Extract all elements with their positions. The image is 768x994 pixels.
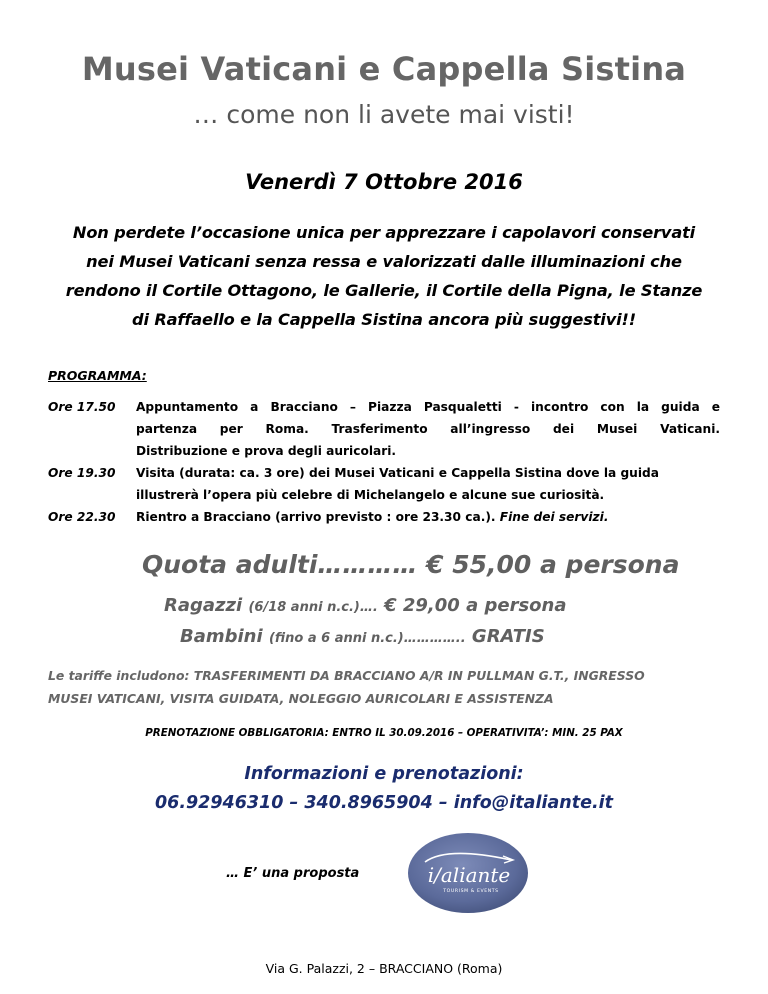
program-line: illustrerà l’opera più celebre di Michelangelo e alcune sue curiosità. <box>136 488 605 502</box>
program-line <box>136 506 720 528</box>
program-time: Ore 22.30 <box>48 510 116 524</box>
price-adults: Quota adulti………… € 55,00 a persona <box>142 550 680 579</box>
teens-price: € 29,00 a persona <box>384 595 567 616</box>
teens-label: Ragazzi <box>164 595 243 616</box>
info-heading: Informazioni e prenotazioni: <box>244 764 524 784</box>
kids-age: (fino a 6 anni n.c.)………….. <box>268 631 466 646</box>
kids-label: Bambini <box>180 626 263 647</box>
intro-line: Non perdete l’occasione unica per apprezzare i capolavori conservati <box>72 223 696 242</box>
tariff-line: MUSEI VATICANI, VISITA GUIDATA, NOLEGGIO AURICOLARI E ASSISTENZA <box>48 691 554 706</box>
program-line: Appuntamento a Bracciano – Piazza Pasqualetti - incontro con la guida e <box>136 400 720 414</box>
program-description <box>136 462 720 506</box>
program-description <box>136 396 720 462</box>
italiante-logo <box>407 832 529 914</box>
program-line: Visita (durata: ca. 3 ore) dei Musei Vaticani e Cappella Sistina dove la guida <box>136 466 659 480</box>
logo-tagline: TOURISM & EVENTS <box>443 889 499 894</box>
price-teens <box>164 595 567 616</box>
program-line-text: Rientro a Bracciano (arrivo previsto : ore 23.30 ca.). <box>136 510 500 524</box>
intro-line: rendono il Cortile Ottagono, le Gallerie, il Cortile della Pigna, le Stanze <box>65 281 703 300</box>
program-line: partenza per Roma. Trasferimento all’ingresso dei Musei Vaticani. <box>136 422 720 436</box>
program-end-note: Fine dei servizi. <box>499 510 609 524</box>
program-heading: PROGRAMMA: <box>48 368 147 383</box>
proposal-text: … E’ una proposta <box>226 866 360 881</box>
intro-paragraph <box>30 218 738 334</box>
tariff-line: Le tariffe includono: TRASFERIMENTI DA BRACCIANO A/R IN PULLMAN G.T., INGRESSO <box>48 668 645 683</box>
program-line: Distribuzione e prova degli auricolari. <box>136 444 397 458</box>
intro-line: di Raffaello e la Cappella Sistina ancora più suggestivi!! <box>132 310 636 329</box>
tariff-note <box>48 664 728 710</box>
event-date: Venerdì 7 Ottobre 2016 <box>245 170 523 194</box>
page-subtitle: … come non li avete mai visti! <box>193 100 575 129</box>
kids-price: GRATIS <box>471 626 545 647</box>
program-time: Ore 19.30 <box>48 466 116 480</box>
logo-name: i/aliante <box>427 863 511 887</box>
price-kids <box>180 626 545 647</box>
booking-note: PRENOTAZIONE OBBLIGATORIA: ENTRO IL 30.09.2016 – OPERATIVITA’: MIN. 25 PAX <box>145 727 623 739</box>
info-contacts[interactable]: 06.92946310 – 340.8965904 – info@italiante.it <box>155 793 613 813</box>
page-title: Musei Vaticani e Cappella Sistina <box>81 50 687 88</box>
footer-address: Via G. Palazzi, 2 – BRACCIANO (Roma) <box>265 961 503 976</box>
intro-line: nei Musei Vaticani senza ressa e valorizzati dalle illuminazioni che <box>86 252 682 271</box>
teens-age: (6/18 anni n.c.)…. <box>248 600 378 615</box>
program-description <box>136 506 720 528</box>
program-time: Ore 17.50 <box>48 400 116 414</box>
